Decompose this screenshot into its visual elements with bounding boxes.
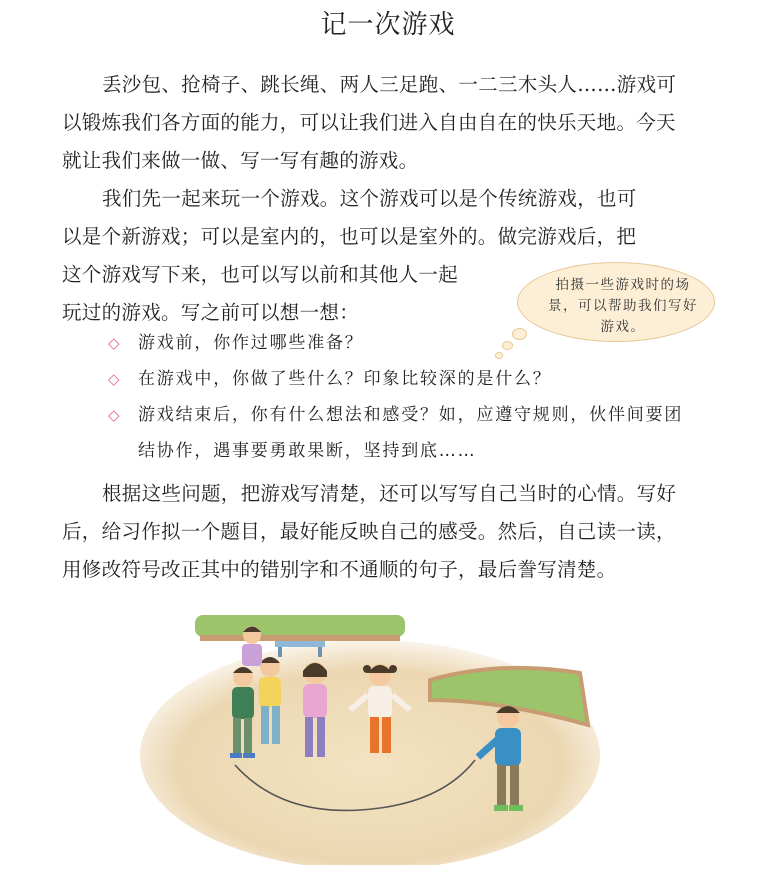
question-list [108, 325, 688, 469]
question-text: 游戏结束后，你有什么想法和感受？如，应遵守规则，伙伴间要团结协作，遇事要勇敢果断，坚持到底…… [138, 405, 684, 461]
question-item [108, 325, 688, 361]
jump-rope-illustration [140, 605, 600, 865]
question-text: 在游戏中，你做了些什么？印象比较深的是什么？ [138, 369, 552, 389]
paragraph-line: 这个游戏写下来，也可以写以前和其他人一起 [62, 263, 459, 286]
bench [275, 641, 325, 647]
thought-bubble-text: 拍摄一些游戏时的场景，可以帮助我们写好游戏。 [548, 277, 698, 335]
paragraph-line: 玩过的游戏。写之前可以想一想： [62, 301, 360, 324]
paragraph-line: 我们先一起来玩一个游戏。这个游戏可以是个传统游戏，也可 [102, 187, 637, 210]
diamond-bullet-icon: ◇ [108, 334, 122, 352]
closing-paragraph: 根据这些问题，把游戏写清楚，还可以写写自己当时的心情。写好后，给习作拟一个题目，最好能反映自己的感受。然后，自己读一读，用修改符号改正其中的错别字和不通顺的句子，最后誊写清楚。 [62, 482, 677, 581]
hedge [195, 615, 405, 637]
child-background [242, 626, 262, 666]
question-item [108, 397, 688, 469]
paragraph-line: 以是个新游戏；可以是室内的，也可以是室外的。做完游戏后，把 [62, 225, 637, 248]
diamond-bullet-icon: ◇ [108, 406, 122, 424]
question-item [108, 361, 688, 397]
diamond-bullet-icon: ◇ [108, 370, 122, 388]
question-text: 游戏前，你作过哪些准备？ [138, 333, 364, 353]
intro-paragraph: 丢沙包、抢椅子、跳长绳、两人三足跑、一二三木头人……游戏可以锻炼我们各方面的能力，可以让我们进入自由自在的快乐天地。今天就让我们来做一做、写一写有趣的游戏。 [62, 73, 677, 172]
lesson-title: 记一次游戏 [320, 10, 456, 40]
